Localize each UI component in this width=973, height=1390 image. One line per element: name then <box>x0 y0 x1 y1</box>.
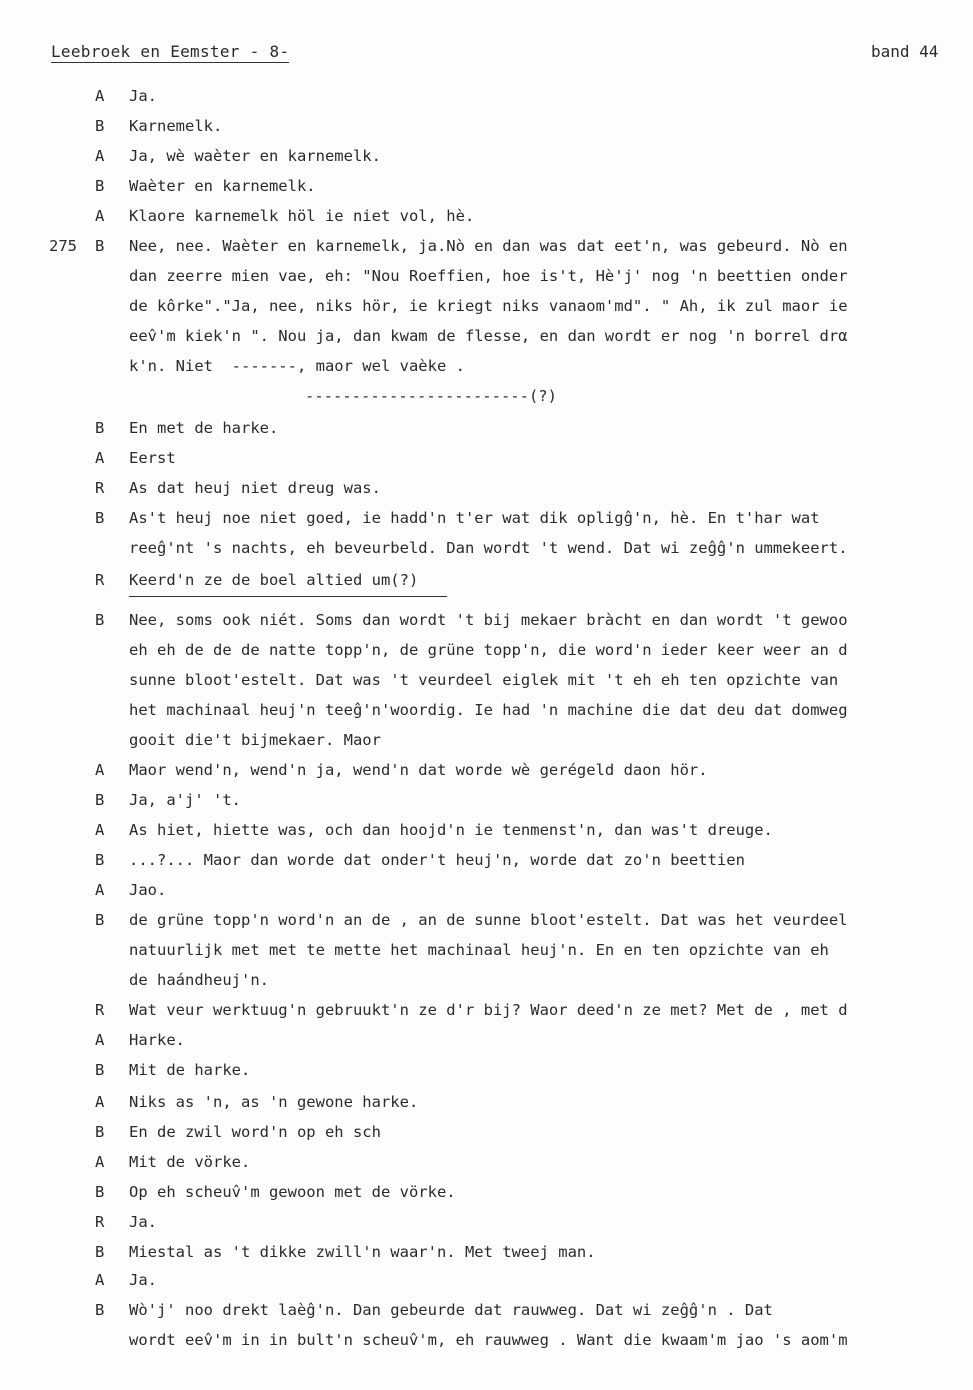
transcript-text: Ja. <box>129 1271 157 1289</box>
transcript-text: Klaore karnemelk höl ie niet vol, hè. <box>129 207 475 225</box>
page-header-title: Leebroek en Eemster - 8- <box>51 42 290 61</box>
speaker-label: B <box>95 237 105 255</box>
speaker-label: A <box>95 1153 105 1171</box>
transcript-text: Miestal as 't dikke zwill'n waar'n. Met tweej man. <box>129 1243 596 1261</box>
speaker-label: R <box>95 479 105 497</box>
transcript-text: Wò'j' noo drekt laèĝ'n. Dan gebeurde dat rauwweg. Dat wi zeĝĝ'n . Dat <box>129 1301 773 1319</box>
unclear-passage-marker: ------------------------(?) <box>305 387 557 405</box>
speaker-label: A <box>95 449 105 467</box>
transcript-text: En de zwil word'n op eh sch <box>129 1123 381 1141</box>
transcript-text: As hiet, hiette was, och dan hoojd'n ie tenmenst'n, dan was't dreuge. <box>129 821 773 839</box>
speaker-label: A <box>95 1093 105 1111</box>
speaker-label: B <box>95 1183 105 1201</box>
transcript-text: Ja. <box>129 1213 157 1231</box>
speaker-label: B <box>95 177 105 195</box>
transcript-text: ...?... Maor dan worde dat onder't heuj'n, worde dat zo'n beettien <box>129 851 745 869</box>
speaker-label: B <box>95 1123 105 1141</box>
transcript-text: Niks as 'n, as 'n gewone harke. <box>129 1093 419 1111</box>
transcript-text: eh eh de de de natte topp'n, de grüne topp'n, die word'n ieder keer weer an d <box>129 641 848 659</box>
page-header-band: band 44 <box>871 42 939 61</box>
speaker-label: B <box>95 1301 105 1319</box>
speaker-label: B <box>95 911 105 929</box>
speaker-label: A <box>95 1031 105 1049</box>
transcript-text: Ja. <box>129 87 157 105</box>
transcript-text: Harke. <box>129 1031 185 1049</box>
transcript-text: Ja, wè waèter en karnemelk. <box>129 147 381 165</box>
speaker-label: A <box>95 881 105 899</box>
speaker-label: A <box>95 1271 105 1289</box>
transcript-text: reeĝ'nt 's nachts, eh beveurbeld. Dan wordt 't wend. Dat wi zeĝĝ'n ummekeert. <box>129 539 848 557</box>
transcript-text: Op eh scheuv̂'m gewoon met de vörke. <box>129 1183 456 1201</box>
transcript-text: As't heuj noe niet goed, ie hadd'n t'er wat dik opligĝ'n, hè. En t'har wat <box>129 509 820 527</box>
transcript-text: Eerst <box>129 449 176 467</box>
line-number: 275 <box>49 237 77 255</box>
transcript-text: sunne bloot'estelt. Dat was 't veurdeel eiglek mit 't eh eh ten opzichte van <box>129 671 839 689</box>
transcript-text: natuurlijk met met te mette het machinaal heuj'n. En en ten opzichte van eh <box>129 941 829 959</box>
speaker-label: B <box>95 117 105 135</box>
transcript-text: gooit die't bijmekaer. Maor <box>129 731 381 749</box>
transcript-text: de kôrke"."Ja, nee, niks hör, ie kriegt niks vanaom'md". " Ah, ik zul maor ie <box>129 297 848 315</box>
transcript-text: Mit de harke. <box>129 1061 251 1079</box>
speaker-label: A <box>95 207 105 225</box>
speaker-label: B <box>95 1243 105 1261</box>
transcript-text: dan zeerre mien vae, eh: "Nou Roeffien, hoe is't, Hè'j' nog 'n beettien onder <box>129 267 848 285</box>
speaker-label: A <box>95 821 105 839</box>
transcript-text: Nee, soms ook niét. Soms dan wordt 't bij mekaer bràcht en dan wordt 't gewoo <box>129 611 848 629</box>
transcript-text: Maor wend'n, wend'n ja, wend'n dat worde wè gerégeld daon hör. <box>129 761 708 779</box>
transcript-text: Karnemelk. <box>129 117 223 135</box>
transcript-text: Keerd'n ze de boel altied um(?) <box>129 571 419 589</box>
speaker-label: B <box>95 851 105 869</box>
transcript-text: de grüne topp'n word'n an de , an de sunne bloot'estelt. Dat was het veurdeel <box>129 911 848 929</box>
transcript-text: k'n. Niet -------, maor wel vaèke . <box>129 357 465 375</box>
speaker-label: B <box>95 791 105 809</box>
transcript-text: wordt eev̂'m in in bult'n scheuv̂'m, eh rauwweg . Want die kwaam'm jao 's aom'm <box>129 1331 848 1349</box>
transcript-text: Jao. <box>129 881 167 899</box>
speaker-label: B <box>95 1061 105 1079</box>
speaker-label: A <box>95 147 105 165</box>
transcript-text: Nee, nee. Waèter en karnemelk, ja.Nò en dan was dat eet'n, was gebeurd. Nò en <box>129 237 848 255</box>
speaker-label: A <box>95 87 105 105</box>
transcript-text: As dat heuj niet dreug was. <box>129 479 381 497</box>
transcript-text: Wat veur werktuug'n gebruukt'n ze d'r bij? Waor deed'n ze met? Met de , met d <box>129 1001 848 1019</box>
transcript-text: En met de harke. <box>129 419 279 437</box>
transcript-text: Waèter en karnemelk. <box>129 177 316 195</box>
speaker-label: R <box>95 1001 105 1019</box>
transcript-text: de haándheuj'n. <box>129 971 269 989</box>
speaker-label: R <box>95 1213 105 1231</box>
speaker-label: B <box>95 419 105 437</box>
transcript-text: het machinaal heuj'n teeĝ'n'woordig. Ie had 'n machine die dat deu dat domweg <box>129 701 848 719</box>
speaker-label: B <box>95 509 105 527</box>
transcript-text: Ja, a'j' 't. <box>129 791 241 809</box>
speaker-label: R <box>95 571 105 589</box>
underline-rule <box>129 596 447 597</box>
transcript-text: eev̂'m kiek'n ". Nou ja, dan kwam de flesse, en dan wordt er nog 'n borrel drα <box>129 327 848 345</box>
transcript-text: Mit de vörke. <box>129 1153 251 1171</box>
speaker-label: A <box>95 761 105 779</box>
speaker-label: B <box>95 611 105 629</box>
